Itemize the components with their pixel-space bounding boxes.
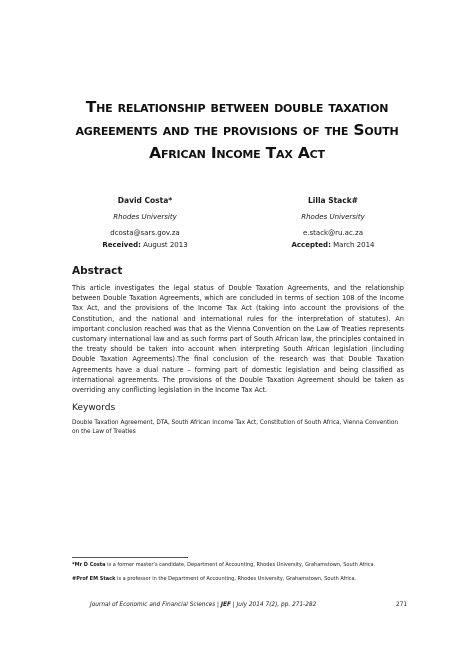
author-1 <box>60 193 230 241</box>
author-name: Lilla Stack# <box>308 196 358 205</box>
title-line-1: The relationship between double taxation <box>85 98 389 116</box>
abstract-heading: Abstract <box>72 265 123 277</box>
author-email[interactable]: dcosta@sars.gov.za <box>110 229 180 237</box>
abstract-text: This article investigates the legal status of Double Taxation Agreements, and the relationship between Double Taxation Agreements, which are concluded in terms of section 108 of the Income Tax Act, and the provisions of the Income Tax Act (taking into account the provisions of the Constitution, and the national and international rules for the interpretation of statutes). An important conclusion reached was that as the Vienna Convention on the Law of Treaties represents customary international law and as such forms part of South African law, the principles contained in the treaty should be taken into account when interpreting South African legislation (including Double Taxation Agreements).The final conclusion of the research was that Double Taxation Agreements have a dual nature – forming part of domestic legislation and being classified as international agreements. The provisions of the Double Taxation Agreement should be taken as overriding any conflicting legislation in the Income Tax Act. <box>72 284 404 395</box>
footnote-text: is a professor in the Department of Accounting, Rhodes University, Grahamstown, South Africa. <box>115 576 357 582</box>
journal-prefix: Journal of Economic and Financial Sciences | <box>90 602 221 608</box>
received-value: August 2013 <box>143 241 188 249</box>
journal-citation <box>90 602 390 608</box>
received-date <box>60 241 230 249</box>
accepted-label: Accepted: <box>291 241 331 249</box>
footnote-author: *Mr D Costa <box>72 562 106 568</box>
footnote-text: is a former master’s candidate, Department of Accounting, Rhodes University, Grahamstown, South Africa. <box>105 562 376 568</box>
accepted-value: March 2014 <box>333 241 375 249</box>
author-2 <box>248 193 418 241</box>
footnote-2 <box>72 575 412 583</box>
title-line-3: African Income Tax Act <box>149 144 325 162</box>
author-affiliation: Rhodes University <box>113 213 177 221</box>
author-affiliation: Rhodes University <box>301 213 365 221</box>
keywords-text: Double Taxation Agreement, DTA, South African Income Tax Act, Constitution of South Africa, Vienna Convention on the Law of Treaties <box>72 420 399 435</box>
footnote-author: #Prof EM Stack <box>72 576 116 582</box>
author-email[interactable]: e.stack@ru.ac.za <box>303 229 363 237</box>
journal-abbr: JEF <box>220 602 231 608</box>
paper-title <box>40 96 434 165</box>
footnote-divider <box>72 557 188 558</box>
keywords-heading: Keywords <box>72 403 116 413</box>
page-number: 271 <box>396 602 408 608</box>
title-line-2: agreements and the provisions of the South <box>75 121 399 139</box>
accepted-date <box>248 241 418 249</box>
author-name: David Costa* <box>117 196 173 205</box>
received-label: Received: <box>102 241 141 249</box>
footnote-1 <box>72 561 412 569</box>
journal-suffix: | July 2014 7(2), pp. 271-282 <box>230 602 317 608</box>
